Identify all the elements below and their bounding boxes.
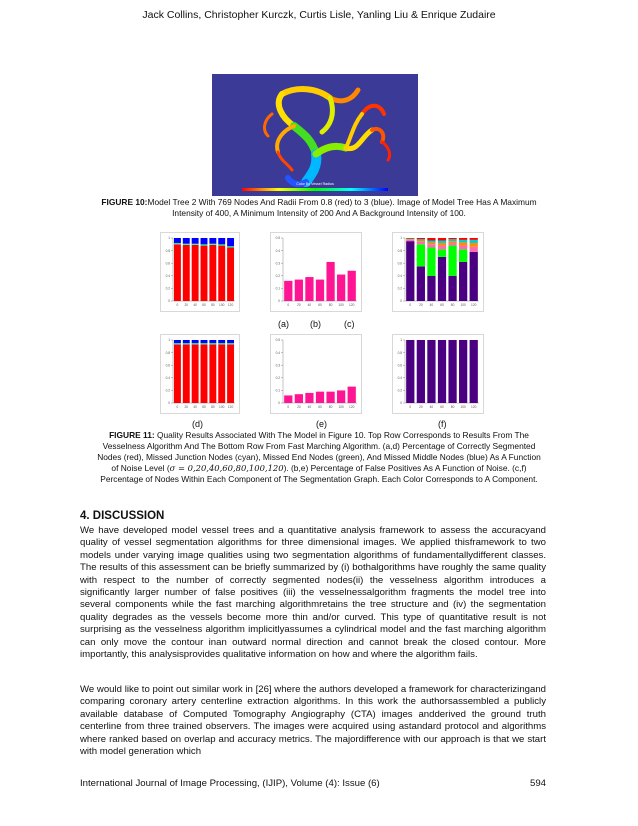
x-tick-label: 100	[338, 303, 344, 307]
x-tick-label: 20	[184, 405, 189, 409]
bar-segment	[438, 340, 446, 403]
y-tick-label: 0.2	[275, 376, 280, 380]
panel-label-b: (b)	[310, 319, 321, 329]
x-tick-label: 100	[219, 405, 225, 409]
bar-segment	[438, 249, 446, 257]
bar-segment	[174, 343, 181, 344]
x-tick-label: 120	[471, 405, 477, 409]
bar-segment	[218, 246, 225, 301]
x-tick-label: 60	[440, 303, 444, 307]
bar-segment	[192, 244, 199, 245]
x-tick-label: 20	[419, 303, 423, 307]
bar-segment	[227, 344, 234, 403]
bar-segment	[227, 343, 234, 344]
x-tick-label: 0	[287, 405, 290, 409]
discussion-paragraph-2: We would like to point out similar work in [26] where the authors developed a framework for characterizingand comparing coronary artery centerline extraction algorithms. In this work the authorsassembled a publicly available database of Computed Tomography Angiography (CTA) images andderived the ground truth centerline from three trained observers. The images were acquired using astandard protocol and algorithms where ranked based on overlap and accuracy metrics. The majordifference with our approach is that we start with model generation which	[80, 684, 546, 758]
bar-segment	[201, 238, 208, 244]
x-tick-label: 120	[471, 303, 477, 307]
y-tick-label: 0.8	[397, 350, 402, 355]
y-tick-label: 0.6	[165, 261, 170, 266]
figure-10-caption	[88, 197, 550, 219]
bar-segment	[174, 340, 181, 343]
figure-11-caption	[96, 430, 542, 485]
chart-panel-e	[270, 334, 362, 414]
bar-segment	[201, 343, 208, 344]
bar	[284, 395, 292, 403]
panel-label-a: (a)	[278, 319, 289, 329]
bar-segment	[183, 343, 190, 344]
x-tick-label: 60	[202, 303, 206, 307]
y-tick-label: 0.4	[397, 274, 402, 278]
bar-segment	[183, 238, 190, 244]
y-tick-label: 0	[278, 401, 280, 406]
x-tick-label: 40	[307, 303, 312, 307]
y-tick-label: 0.5	[275, 338, 280, 343]
bar-segment	[209, 344, 216, 403]
y-tick-label: 0.2	[397, 388, 402, 393]
x-tick-label: 80	[211, 303, 215, 307]
bar-segment	[201, 245, 208, 246]
bar-segment	[209, 245, 216, 301]
bar	[337, 275, 345, 301]
y-tick-label: 0.4	[275, 248, 280, 253]
bar-segment	[438, 241, 446, 244]
y-tick-label: 0	[278, 299, 280, 304]
bar-segment	[470, 240, 478, 243]
x-tick-label: 20	[419, 405, 423, 409]
bar-segment	[209, 340, 216, 343]
y-tick-label: 0.6	[165, 363, 170, 368]
x-tick-label: 0	[176, 303, 179, 307]
bar-segment	[192, 244, 199, 245]
bar-segment	[427, 340, 435, 403]
x-tick-label: 20	[297, 405, 301, 409]
x-tick-label: 40	[429, 303, 434, 307]
bar-segment	[209, 238, 216, 244]
bar-segment	[448, 340, 456, 403]
bar-segment	[470, 252, 478, 301]
bar-segment	[459, 240, 467, 243]
bar-segment	[417, 244, 425, 266]
x-tick-label: 100	[460, 303, 466, 307]
chart-b-svg	[271, 233, 361, 311]
bar-segment	[174, 344, 181, 345]
bar-segment	[192, 245, 199, 301]
panel-label-c: (c)	[344, 319, 355, 329]
x-tick-label: 0	[287, 303, 290, 307]
x-tick-label: 80	[328, 303, 333, 307]
section-heading-discussion: 4. DISCUSSION	[80, 510, 165, 522]
y-tick-label: 1	[400, 338, 402, 343]
bar-segment	[227, 344, 234, 345]
y-tick-label: 0.2	[165, 286, 170, 291]
y-tick-label: 0.4	[165, 376, 170, 380]
bar	[337, 390, 345, 403]
y-tick-label: 0.6	[397, 363, 402, 368]
x-tick-label: 80	[328, 405, 333, 409]
y-tick-label: 1	[400, 236, 402, 241]
figure-11-caption-label: FIGURE 11:	[109, 430, 155, 440]
x-tick-label: 40	[193, 405, 197, 409]
bar-segment	[218, 340, 225, 343]
bar-segment	[427, 241, 435, 243]
x-tick-label: 100	[460, 405, 466, 409]
bar-segment	[183, 244, 190, 245]
bar-segment	[227, 340, 234, 343]
bar-segment	[174, 244, 181, 245]
bar-segment	[218, 244, 225, 245]
x-tick-label: 60	[440, 405, 444, 409]
bar	[295, 280, 303, 301]
bar-segment	[174, 243, 181, 244]
bar-segment	[209, 343, 216, 344]
chart-e-svg	[271, 335, 361, 413]
chart-panel-f	[392, 334, 484, 414]
chart-panel-d	[160, 334, 240, 414]
y-tick-label: 0.6	[397, 261, 402, 266]
bar-segment	[183, 340, 190, 343]
bar-segment	[192, 340, 199, 343]
y-tick-label: 0.8	[397, 248, 402, 253]
x-tick-label: 20	[297, 303, 301, 307]
bar	[348, 271, 356, 301]
y-tick-label: 0.2	[165, 388, 170, 393]
bar-segment	[427, 244, 435, 247]
bar-segment	[218, 245, 225, 246]
panel-label-d: (d)	[192, 419, 203, 429]
chart-panel-c	[392, 232, 484, 312]
bar-segment	[227, 238, 234, 246]
y-tick-label: 0.4	[397, 376, 402, 380]
y-tick-label: 0.8	[165, 248, 170, 253]
x-tick-label: 120	[227, 405, 234, 409]
bar-segment	[192, 238, 199, 244]
bar-segment	[174, 244, 181, 301]
bar-segment	[448, 246, 456, 276]
bar-segment	[438, 243, 446, 246]
x-tick-label: 60	[318, 405, 322, 409]
bar	[305, 277, 313, 301]
y-tick-label: 0.8	[165, 350, 170, 355]
bar-segment	[459, 262, 467, 301]
x-tick-label: 80	[211, 405, 215, 409]
bar-segment	[192, 344, 199, 345]
y-tick-label: 0.5	[275, 236, 280, 241]
bar-segment	[448, 239, 456, 241]
bar-segment	[218, 343, 225, 344]
x-tick-label: 120	[227, 303, 234, 307]
y-tick-label: 0	[400, 401, 402, 406]
bar-segment	[183, 245, 190, 301]
y-tick-label: 0.2	[397, 286, 402, 291]
bar-segment	[183, 344, 190, 403]
panel-label-f: (f)	[438, 419, 447, 429]
bar-segment	[201, 244, 208, 245]
y-tick-label: 0.3	[275, 261, 280, 266]
x-tick-label: 60	[202, 405, 206, 409]
bar-segment	[192, 344, 199, 403]
bar-segment	[448, 243, 456, 246]
chart-panel-a	[160, 232, 240, 312]
bar-segment	[192, 343, 199, 344]
bar-segment	[227, 247, 234, 248]
bar-segment	[174, 344, 181, 403]
bar-segment	[448, 238, 456, 239]
chart-a-svg	[161, 233, 239, 311]
bar-segment	[227, 246, 234, 247]
x-tick-label: 60	[318, 303, 322, 307]
page-header-authors: Jack Collins, Christopher Kurczk, Curtis Lisle, Yanling Liu & Enrique Zudaire	[142, 9, 496, 21]
bar-segment	[427, 276, 435, 301]
bar	[295, 394, 303, 403]
bar-segment	[417, 238, 425, 239]
bar-segment	[227, 247, 234, 301]
x-tick-label: 80	[450, 405, 455, 409]
x-tick-label: 120	[349, 405, 355, 409]
bar	[326, 392, 334, 403]
sigma-expression: σ = 0,20,40,60,80,100,120	[169, 463, 284, 473]
bar-segment	[470, 247, 478, 252]
y-tick-label: 0.4	[275, 350, 280, 355]
bar-segment	[417, 340, 425, 403]
bar	[316, 392, 324, 403]
figure-11-caption-text-1: Quality Results Associated With The Model in Figure 10. Top Row Corresponds to Results From The Vesselness Algorithm And The Bottom Row From Fast Marching Algorithm. (a,d) Percentage of Correctly Segmented Nodes (red), Missed Junction Nodes (cyan), Missed End Nodes (green), And Missed Middle Nodes (blue) As A Function of Noise Level (	[97, 430, 541, 473]
bar-segment	[417, 242, 425, 245]
bar-segment	[209, 344, 216, 345]
chart-f-svg	[393, 335, 483, 413]
bar-segment	[218, 238, 225, 244]
panel-label-e: (e)	[316, 419, 327, 429]
bar	[305, 393, 313, 403]
bar-segment	[417, 241, 425, 242]
bar-segment	[470, 238, 478, 240]
bar	[284, 281, 292, 301]
colorbar	[242, 188, 388, 191]
discussion-paragraph-1: We have developed model vessel trees and a quantitative analysis framework to assess the accuracyand quality of vessel segmentation algorithms for three dimensional images. We applied thisframework to two models under varying image qualities using two segmentation algorithms of fundamentallydifferent classes. The results of this assessment can be briefly summarized by (i) bothalgorithms have roughly the same quality with respect to the number of correctly segmented nodes(ii) the vesselness algorithm introduces a significantly larger number of false positives (iii) the vesselnessalgorithm fragments the model tree into several components while the fast marching algorithmretains the tree structure and (iv) the segmentation quality degrades as the vessels become more thin and/or curved. This type of quantitative result is not surprising as the vesselness algorithm implicitlyassumes a cylindrical model and the fast marching algorithm can only move the contour inan outward normal direction and cannot break the closed contour. More importantly, this analysisprovides qualitative information on how and where the algorithm fails.	[80, 525, 546, 661]
x-tick-label: 20	[184, 303, 189, 307]
bar-segment	[406, 238, 414, 239]
bar-segment	[427, 238, 435, 241]
bar	[326, 262, 334, 301]
x-tick-label: 100	[219, 303, 225, 307]
x-tick-label: 40	[429, 405, 434, 409]
y-tick-label: 0.3	[275, 363, 280, 368]
bar-segment	[406, 240, 414, 241]
figure-11-caption-text-2: ). (b,e) Percentage of False Positives As A Function of Noise. (c,f) Percentage of Nodes Within Each Component of The Segmentation Graph. Each Color Corresponds to A Component.	[100, 463, 538, 484]
bar	[316, 280, 324, 301]
bar-segment	[209, 244, 216, 245]
y-tick-label: 0	[168, 299, 170, 304]
x-tick-label: 40	[307, 405, 312, 409]
bar-segment	[417, 239, 425, 240]
y-tick-label: 0	[168, 401, 170, 406]
y-tick-label: 0.1	[275, 286, 280, 291]
bar-segment	[448, 241, 456, 243]
bar-segment	[427, 247, 435, 275]
bar-segment	[448, 276, 456, 301]
bar-segment	[201, 246, 208, 301]
footer-page-number: 594	[529, 778, 546, 789]
bar-segment	[470, 243, 478, 247]
bar-segment	[201, 344, 208, 345]
footer-journal-citation: International Journal of Image Processing, (IJIP), Volume (4): Issue (6)	[80, 778, 380, 789]
y-tick-label: 0.1	[275, 388, 280, 393]
bar-segment	[406, 239, 414, 240]
x-tick-label: 0	[176, 405, 179, 409]
x-tick-label: 100	[338, 405, 344, 409]
bar	[348, 387, 356, 403]
y-tick-label: 1	[168, 338, 170, 343]
x-tick-label: 0	[409, 303, 412, 307]
bar-segment	[183, 344, 190, 345]
x-tick-label: 0	[409, 405, 412, 409]
bar-segment	[459, 340, 467, 403]
bar-segment	[209, 244, 216, 245]
bar-segment	[438, 246, 446, 250]
y-tick-label: 1	[168, 236, 170, 241]
bar-segment	[459, 242, 467, 245]
colorbar-title: Color By Vessel Radius	[296, 182, 334, 186]
figure-10-vessel-tree-image	[212, 74, 418, 196]
bar-segment	[459, 246, 467, 250]
x-tick-label: 120	[349, 303, 355, 307]
bar-segment	[417, 266, 425, 301]
bar-segment	[406, 340, 414, 403]
bar-segment	[201, 344, 208, 403]
bar-segment	[427, 242, 435, 244]
y-tick-label: 0	[400, 299, 402, 304]
bar-segment	[218, 344, 225, 403]
x-tick-label: 40	[193, 303, 197, 307]
bar-segment	[406, 241, 414, 301]
bar-segment	[406, 239, 414, 240]
bar-segment	[438, 257, 446, 301]
bar-segment	[459, 238, 467, 240]
bar-segment	[201, 340, 208, 343]
bar-segment	[174, 238, 181, 243]
bar-segment	[459, 249, 467, 262]
chart-c-svg	[393, 233, 483, 311]
bar-segment	[470, 340, 478, 403]
y-tick-label: 0.2	[275, 274, 280, 278]
chart-panel-b	[270, 232, 362, 312]
vessel-tree-rendering	[212, 74, 418, 196]
figure-10-caption-text: Model Tree 2 With 769 Nodes And Radii From 0.8 (red) to 3 (blue). Image of Model Tree Has A Maximum Intensity of 400, A Minimum Intensity of 200 And A Background Intensity of 100.	[147, 197, 537, 218]
figure-10-caption-label: FIGURE 10:	[101, 197, 148, 207]
chart-d-svg	[161, 335, 239, 413]
bar-segment	[183, 244, 190, 245]
bar-segment	[218, 344, 225, 345]
x-tick-label: 80	[450, 303, 455, 307]
y-tick-label: 0.4	[165, 274, 170, 278]
bar-segment	[438, 238, 446, 241]
